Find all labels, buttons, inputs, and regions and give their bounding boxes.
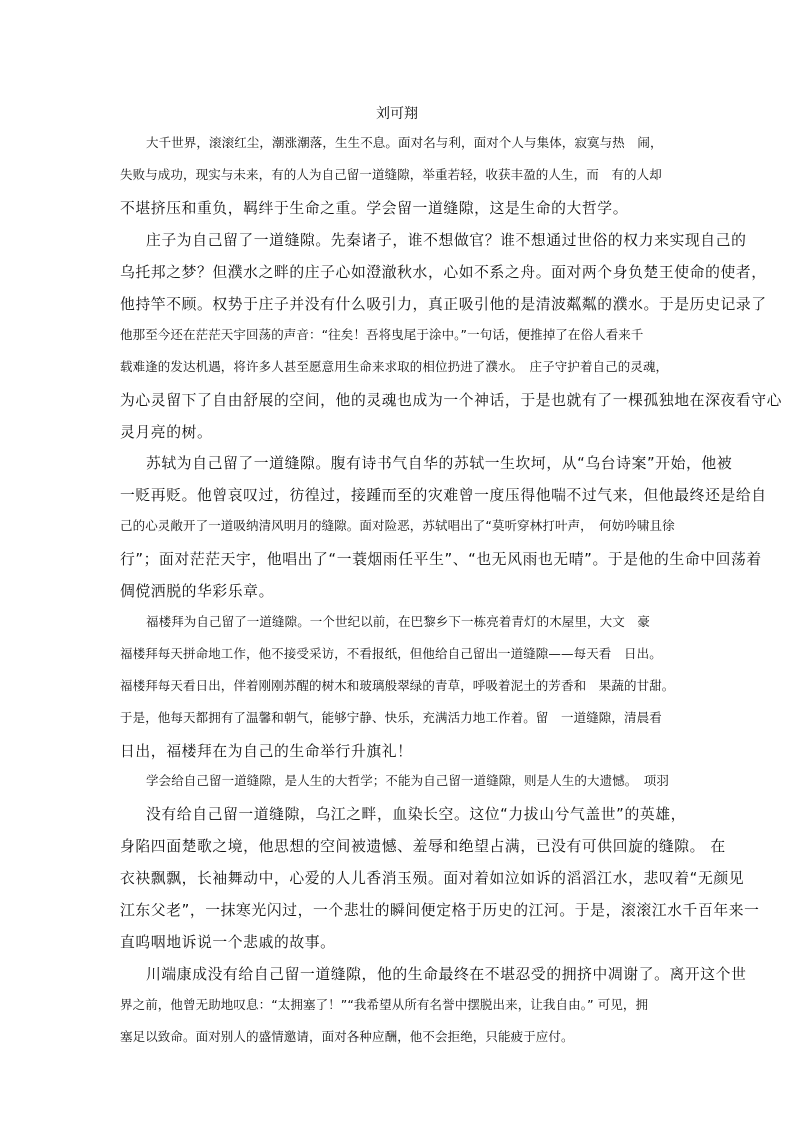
paragraph-5-line-1: 学会给自己留一道缝隙，是人生的大哲学；不能为自己留一道缝隙，则是人生的大遗憾。 项羽 — [146, 773, 669, 788]
paragraph-3-line-2: 一贬再贬。他曾哀叹过，彷徨过，接踵而至的灾难曾一度压得他喘不过气来，但他最终还是给自 — [120, 487, 767, 504]
author-name: 刘可翔 — [376, 106, 418, 122]
paragraph-4-line-1: 福楼拜为自己留了一道缝隙。一个世纪以前，在巴黎乡下一栋亮着青灯的木屋里，大文 豪 — [146, 614, 651, 629]
paragraph-2-line-5: 载难逢的发达机遇，将许多人甚至愿意用生命来求取的相位扔进了濮水。 庄子守护着自己的灵魂， — [120, 359, 669, 374]
paragraph-2-line-3: 他持竿不顾。权势于庄子并没有什么吸引力，真正吸引他的是清波粼粼的濮水。于是历史记录了 — [120, 296, 767, 313]
paragraph-2-line-7: 灵月亮的树。 — [120, 424, 213, 441]
paragraph-6-line-1: 川端康成没有给自己留一道缝隙，他的生命最终在不堪忍受的拥挤中凋谢了。离开这个世 — [146, 966, 747, 983]
paragraph-1-line-2: 失败与成功，现实与未来，有的人为自己留一道缝隙，举重若轻，收获丰盈的人生，而 有的人却 — [120, 167, 662, 182]
paragraph-5-line-5: 江东父老”，一抹寒光闪过，一个悲壮的瞬间便定格于历史的江河。于是，滚滚江水千百年来一 — [120, 902, 760, 919]
paragraph-1-line-3: 不堪挤压和重负，羁绊于生命之重。学会留一道缝隙，这是生命的大哲学。 — [120, 200, 629, 217]
paragraph-4-line-5: 日出，福楼拜在为自己的生命举行升旗礼！ — [120, 743, 413, 760]
paragraph-4-line-3: 福楼拜每天看日出，伴着刚刚苏醒的树木和玻璃般翠绿的青草，呼吸着泥土的芳香和 果蔬的甘甜。 — [120, 678, 675, 693]
paragraph-3-line-5: 倜傥洒脱的华彩乐章。 — [120, 583, 274, 600]
paragraph-6-line-3: 塞足以致命。面对别人的盛情邀请，面对各种应酬，他不会拒绝，只能疲于应付。 — [120, 1029, 574, 1044]
paragraph-2-line-4: 他那至今还在茫茫天宇回荡的声音：“往矣！吾将曳尾于涂中。”一句话，便推掉了在俗人看来千 — [120, 327, 644, 342]
paragraph-4-line-2: 福楼拜每天拼命地工作，他不接受采访，不看报纸，但他给自己留出一道缝隙——每天看 日出。 — [120, 646, 662, 661]
paragraph-2-line-6: 为心灵留下了自由舒展的空间，他的灵魂也成为一个神话，于是也就有了一棵孤独地在深夜看守心 — [120, 392, 783, 409]
paragraph-1-line-1: 大千世界，滚滚红尘，潮涨潮落，生生不息。面对名与利，面对个人与集体，寂寞与热 闹， — [146, 135, 663, 150]
paragraph-5-line-4: 衣袂飘飘，长袖舞动中，心爱的人儿香消玉殒。面对着如泣如诉的滔滔江水，悲叹着“无颜见 — [120, 870, 745, 887]
paragraph-6-line-2: 界之前，他曾无助地叹息：“太拥塞了！”“我希望从所有名誉中摆脱出来，让我自由。” 可见，拥 — [120, 997, 649, 1012]
paragraph-3-line-4: 行”；面对茫茫天宇，他唱出了“一蓑烟雨任平生”、“也无风雨也无晴”。于是他的生命中回荡着 — [120, 551, 762, 568]
paragraph-3-line-1: 苏轼为自己留了一道缝隙。腹有诗书气自华的苏轼一生坎坷，从“乌台诗案”开始，他被 — [146, 455, 733, 472]
paragraph-5-line-3: 身陷四面楚歌之境，他思想的空间被遗憾、羞辱和绝望占满，已没有可供回旋的缝隙。 在 — [120, 838, 726, 855]
paragraph-3-line-3: 己的心灵敞开了一道吸纳清风明月的缝隙。面对险恶，苏轼唱出了“莫听穿林打叶声， 何妨吟啸且徐 — [120, 518, 675, 533]
paragraph-4-line-4: 于是，他每天都拥有了温馨和朝气，能够宁静、快乐，充满活力地工作着。留 一道缝隙，清晨看 — [120, 710, 662, 725]
paragraph-2-line-2: 乌托邦之梦？但濮水之畔的庄子心如澄澈秋水，心如不系之舟。面对两个身负楚王使命的使者， — [120, 264, 767, 281]
paragraph-2-line-1: 庄子为自己留了一道缝隙。先秦诸子，谁不想做官？谁不想通过世俗的权力来实现自己的 — [146, 232, 747, 249]
paragraph-5-line-2: 没有给自己留一道缝隙，乌江之畔，血染长空。这位“力拔山兮气盖世”的英雄， — [146, 806, 687, 823]
paragraph-5-line-6: 直呜咽地诉说一个悲戚的故事。 — [120, 934, 336, 951]
